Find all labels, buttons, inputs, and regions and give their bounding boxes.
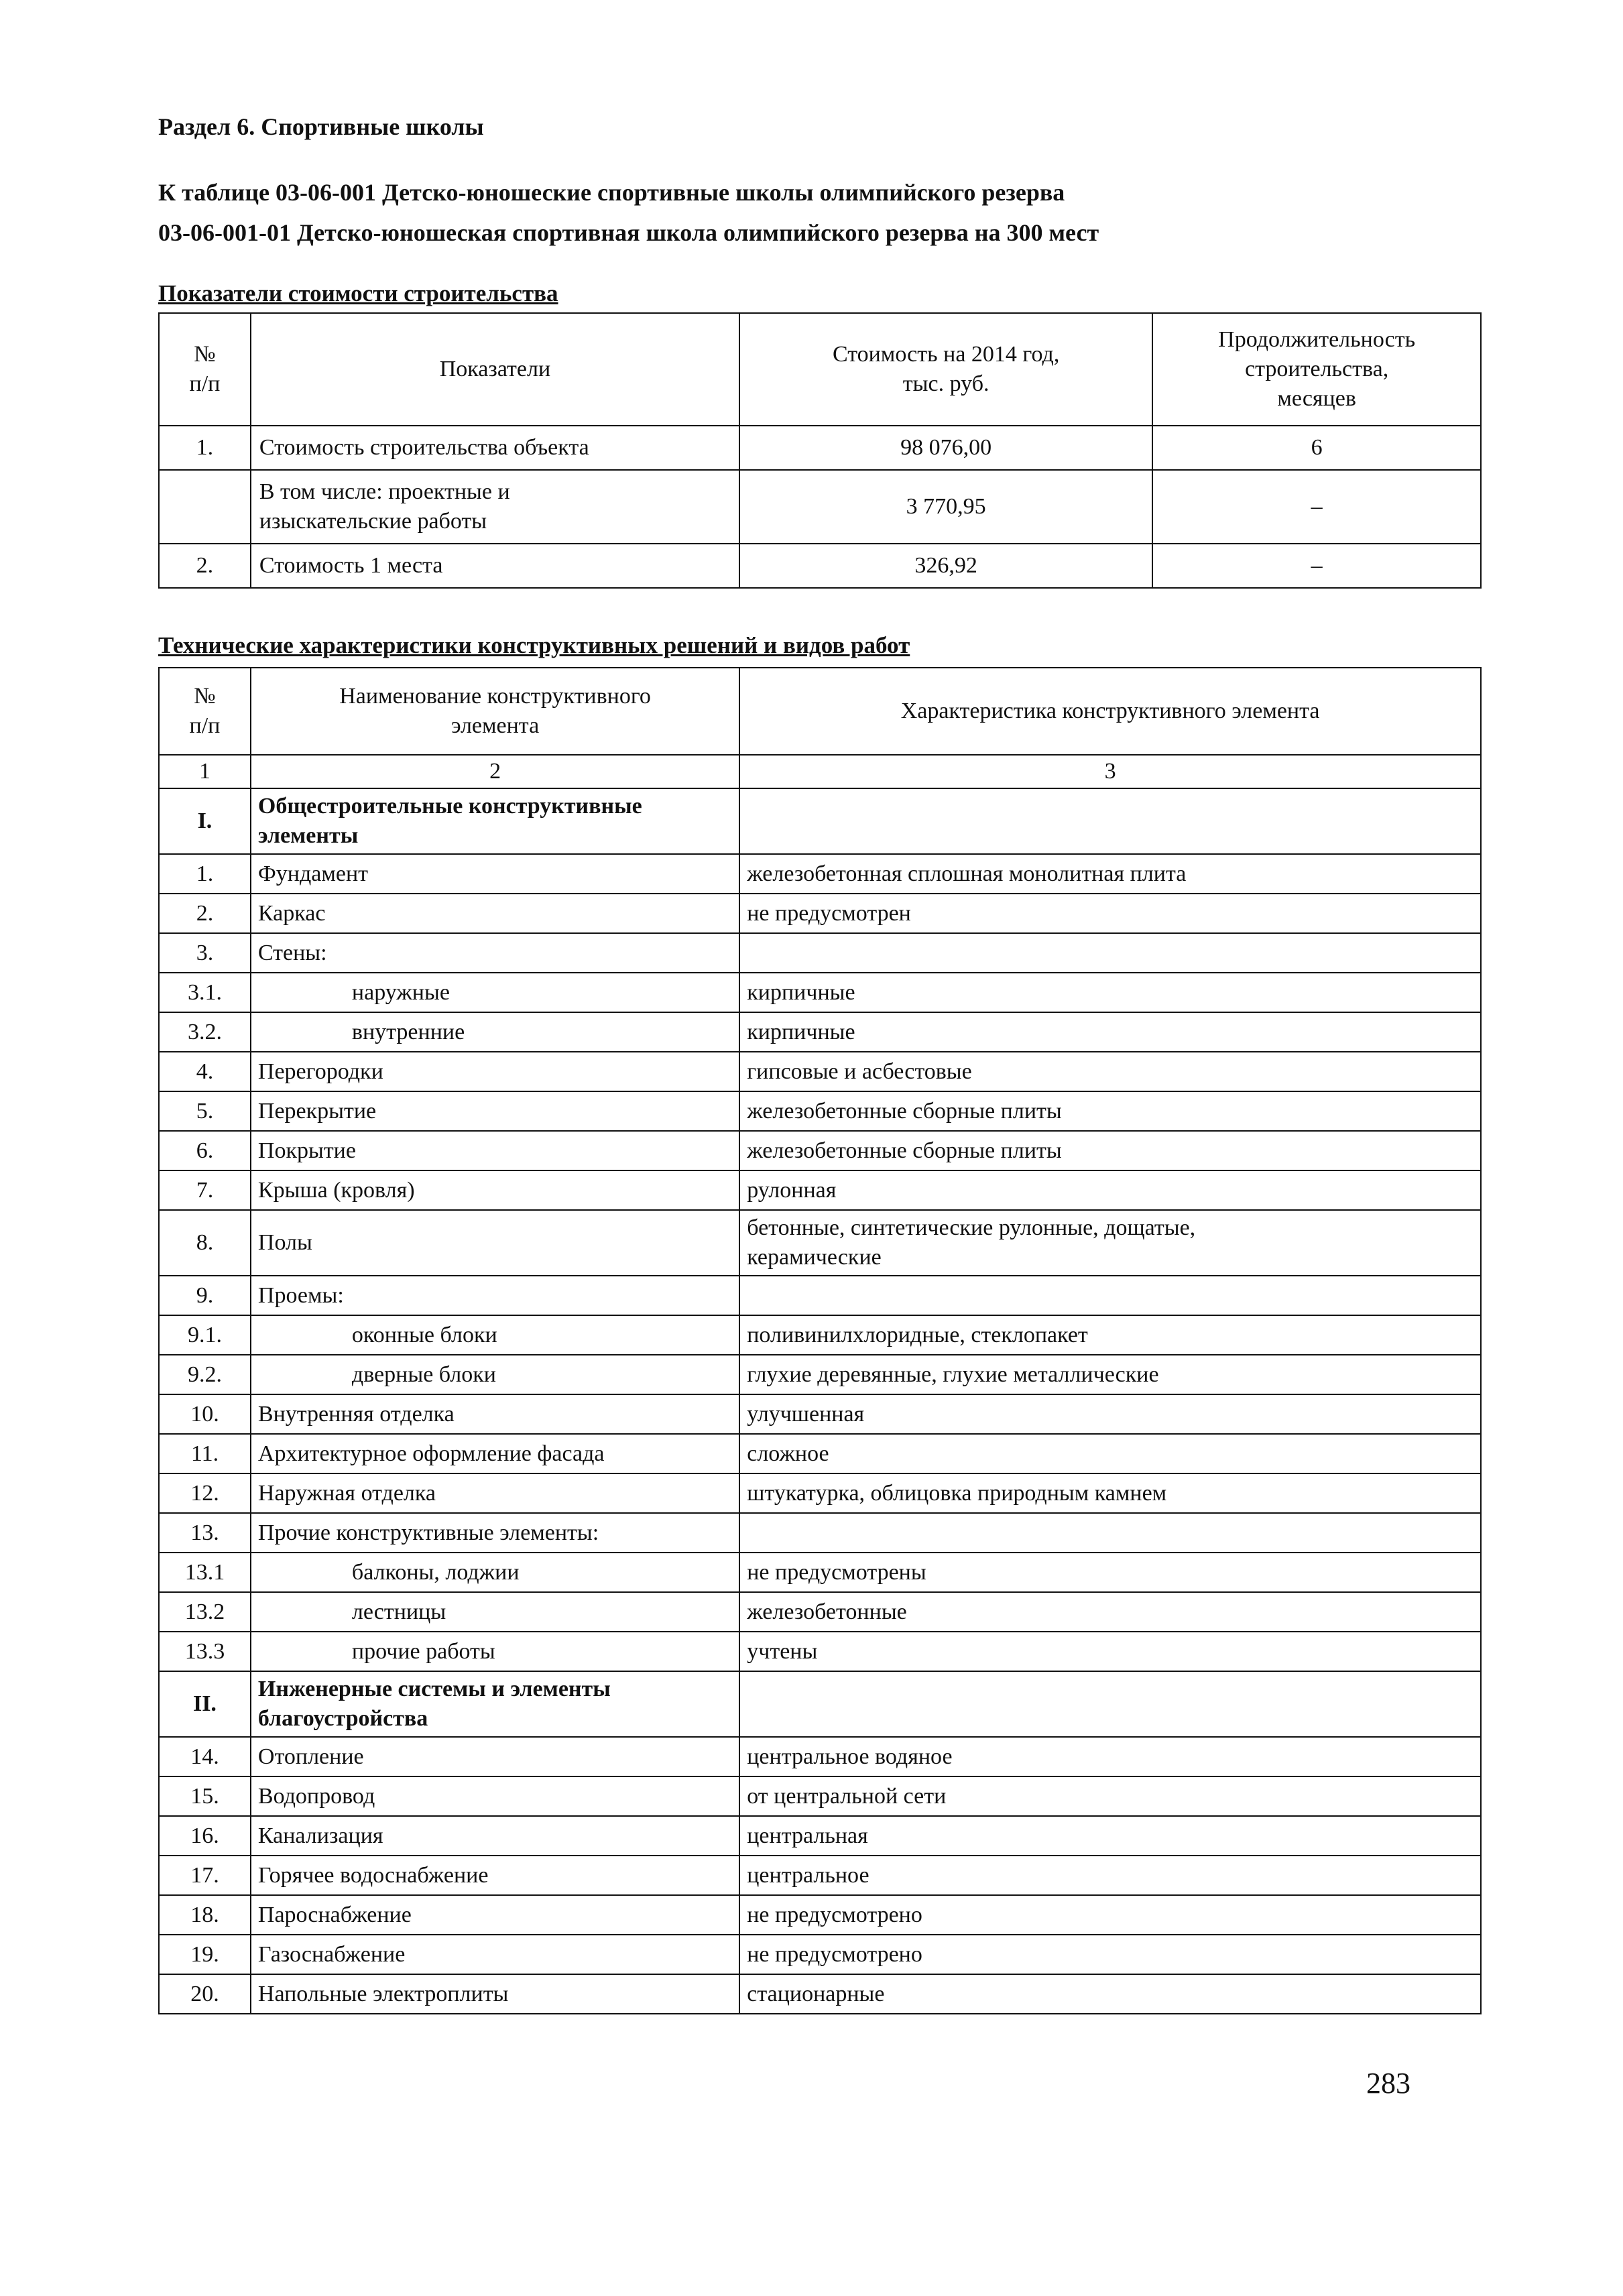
element-characteristic xyxy=(739,1315,1481,1355)
row-number: 2. xyxy=(159,544,251,588)
table-row xyxy=(159,1394,1481,1434)
table-row xyxy=(159,854,1481,894)
indicator-name xyxy=(251,426,739,470)
row-number: 17. xyxy=(159,1856,251,1895)
element-characteristic xyxy=(739,1012,1481,1052)
row-number: 3.1. xyxy=(159,973,251,1012)
table-row xyxy=(159,1553,1481,1592)
element-characteristic-line: железобетонные сборные плиты xyxy=(747,1098,1062,1124)
duration-value: – xyxy=(1152,544,1481,588)
row-number: 9.2. xyxy=(159,1355,251,1394)
tech-table-caption: Технические характеристики конструктивных решений и видов работ xyxy=(158,632,910,658)
element-name xyxy=(251,1776,739,1816)
element-name-line: Наружная отделка xyxy=(257,1480,436,1506)
table-row xyxy=(159,1895,1481,1935)
element-characteristic-line: не предусмотрено xyxy=(747,1902,922,1927)
row-number: 7. xyxy=(159,1170,251,1210)
row-number: 13.3 xyxy=(159,1632,251,1671)
element-characteristic xyxy=(739,1974,1481,2014)
element-name xyxy=(251,1895,739,1935)
table-row xyxy=(159,1210,1481,1276)
element-characteristic-line: железобетонные сборные плиты xyxy=(747,1138,1062,1163)
table-row xyxy=(159,1315,1481,1355)
header-duration-line: Продолжительность xyxy=(1218,326,1416,352)
element-characteristic-line: не предусмотрено xyxy=(747,1941,922,1967)
element-name xyxy=(251,1856,739,1895)
header-indicator: Показатели xyxy=(251,313,739,426)
row-number xyxy=(159,470,251,544)
element-characteristic xyxy=(739,1052,1481,1091)
indicator-name xyxy=(251,470,739,544)
row-number: 13. xyxy=(159,1513,251,1553)
element-characteristic xyxy=(739,1553,1481,1592)
row-number: 20. xyxy=(159,1974,251,2014)
element-characteristic-line: бетонные, синтетические рулонные, дощатые, xyxy=(747,1215,1196,1240)
element-name xyxy=(251,788,739,854)
indicator-name-line: Стоимость строительства объекта xyxy=(259,434,589,460)
table-row xyxy=(159,1592,1481,1632)
element-name-line: внутренние xyxy=(351,1019,465,1044)
element-name-line: Архитектурное оформление фасада xyxy=(257,1441,605,1466)
header-cost-line: Стоимость на 2014 год, xyxy=(832,341,1060,367)
row-number: 16. xyxy=(159,1816,251,1856)
table-row xyxy=(159,1632,1481,1671)
element-name xyxy=(251,1315,739,1355)
page-number: 283 xyxy=(1366,2067,1410,2100)
element-characteristic-line: рулонная xyxy=(747,1177,837,1203)
element-name-line: благоустройства xyxy=(257,1706,428,1732)
element-characteristic-line: железобетонная сплошная монолитная плита xyxy=(747,861,1187,886)
table-row xyxy=(159,1170,1481,1210)
table-reference: К таблице 03-06-001 Детско-юношеские спортивные школы олимпийского резерва xyxy=(158,179,1065,206)
table-row xyxy=(159,470,1481,544)
row-number: 9.1. xyxy=(159,1315,251,1355)
column-number: 1 xyxy=(159,755,251,788)
table-row xyxy=(159,1276,1481,1315)
cost-value: 98 076,00 xyxy=(739,426,1152,470)
element-name-line: наружные xyxy=(351,979,450,1005)
row-number: 8. xyxy=(159,1210,251,1276)
table-row xyxy=(159,1473,1481,1513)
element-characteristic-line: центральное водяное xyxy=(747,1744,953,1769)
table-row xyxy=(159,1012,1481,1052)
element-name-line: прочие работы xyxy=(351,1638,495,1664)
column-number: 2 xyxy=(251,755,739,788)
element-name xyxy=(251,1276,739,1315)
cost-value: 326,92 xyxy=(739,544,1152,588)
element-name-line: Прочие конструктивные элементы: xyxy=(257,1520,599,1545)
row-number: 14. xyxy=(159,1737,251,1776)
element-characteristic xyxy=(739,933,1481,973)
element-name xyxy=(251,1394,739,1434)
element-name-line: Покрытие xyxy=(257,1138,356,1163)
element-name-line: Стены: xyxy=(257,940,327,965)
element-name-line: элементы xyxy=(257,823,359,849)
duration-value: 6 xyxy=(1152,426,1481,470)
row-number: 10. xyxy=(159,1394,251,1434)
tech-table-header xyxy=(159,668,1481,755)
element-characteristic xyxy=(739,894,1481,933)
element-characteristic xyxy=(739,1434,1481,1473)
element-characteristic-line: гипсовые и асбестовые xyxy=(747,1059,972,1084)
table-row xyxy=(159,544,1481,588)
element-characteristic-line: центральная xyxy=(747,1823,868,1848)
row-number: 3. xyxy=(159,933,251,973)
element-name xyxy=(251,1434,739,1473)
header-num xyxy=(159,668,251,755)
table-row xyxy=(159,426,1481,470)
element-name-line: Водопровод xyxy=(257,1783,375,1809)
element-name-line: Канализация xyxy=(257,1823,383,1848)
table-row xyxy=(159,933,1481,973)
header-duration-line: месяцев xyxy=(1277,386,1356,412)
element-characteristic-line: стационарные xyxy=(747,1981,885,2006)
element-name-line: Газоснабжение xyxy=(257,1941,406,1967)
header-element-line: Наименование конструктивного xyxy=(339,683,651,709)
element-characteristic xyxy=(739,1737,1481,1776)
element-name xyxy=(251,1091,739,1131)
row-number: 3.2. xyxy=(159,1012,251,1052)
element-name xyxy=(251,894,739,933)
element-name xyxy=(251,854,739,894)
column-numbers-row xyxy=(159,755,1481,788)
element-characteristic xyxy=(739,1276,1481,1315)
element-name-line: Напольные электроплиты xyxy=(257,1981,509,2006)
row-number: 9. xyxy=(159,1276,251,1315)
table-row xyxy=(159,1737,1481,1776)
element-name xyxy=(251,1592,739,1632)
header-num-line: № xyxy=(194,341,216,367)
row-number: 1. xyxy=(159,426,251,470)
table-row xyxy=(159,1974,1481,2014)
element-characteristic xyxy=(739,1091,1481,1131)
element-name-line: Внутренняя отделка xyxy=(257,1401,455,1427)
element-characteristic xyxy=(739,1170,1481,1210)
element-characteristic xyxy=(739,1895,1481,1935)
table-row xyxy=(159,1776,1481,1816)
element-name xyxy=(251,1816,739,1856)
element-name xyxy=(251,1131,739,1170)
element-characteristic-line: учтены xyxy=(747,1638,818,1664)
element-characteristic xyxy=(739,1856,1481,1895)
header-element-line: элемента xyxy=(450,713,540,738)
element-characteristic-line: сложное xyxy=(747,1441,829,1466)
element-name-line: Фундамент xyxy=(257,861,369,886)
element-name-line: Каркас xyxy=(257,900,326,926)
element-name-line: Перекрытие xyxy=(257,1098,377,1124)
cost-value: 3 770,95 xyxy=(739,470,1152,544)
cost-table xyxy=(158,312,1482,589)
element-name xyxy=(251,1210,739,1276)
element-characteristic-line: поливинилхлоридные, стеклопакет xyxy=(747,1322,1088,1347)
table-row xyxy=(159,1935,1481,1974)
element-characteristic xyxy=(739,1632,1481,1671)
element-characteristic xyxy=(739,1816,1481,1856)
row-number: 5. xyxy=(159,1091,251,1131)
table-row xyxy=(159,1513,1481,1553)
element-name xyxy=(251,1513,739,1553)
table-row xyxy=(159,973,1481,1012)
element-characteristic-line: штукатурка, облицовка природным камнем xyxy=(747,1480,1167,1506)
cost-table-header xyxy=(159,313,1481,426)
element-characteristic-line: не предусмотрен xyxy=(747,900,911,926)
table-row xyxy=(159,1052,1481,1091)
element-name xyxy=(251,1935,739,1974)
header-duration-line: строительства, xyxy=(1245,356,1389,381)
row-number: 13.2 xyxy=(159,1592,251,1632)
table-row xyxy=(159,1355,1481,1394)
table-row xyxy=(159,788,1481,854)
row-number: 6. xyxy=(159,1131,251,1170)
duration-value: – xyxy=(1152,470,1481,544)
table-row xyxy=(159,1131,1481,1170)
element-name xyxy=(251,1974,739,2014)
row-number: 1. xyxy=(159,854,251,894)
row-number: 19. xyxy=(159,1935,251,1974)
indicator-name-line: Стоимость 1 места xyxy=(259,552,443,578)
element-characteristic xyxy=(739,788,1481,854)
element-characteristic xyxy=(739,854,1481,894)
element-name-line: Крыша (кровля) xyxy=(257,1177,415,1203)
element-name-line: Полы xyxy=(257,1230,312,1256)
table-row xyxy=(159,1856,1481,1895)
element-characteristic xyxy=(739,1210,1481,1276)
header-characteristic: Характеристика конструктивного элемента xyxy=(739,668,1481,755)
element-name-line: Пароснабжение xyxy=(257,1902,412,1927)
header-cost-line: тыс. руб. xyxy=(902,371,989,396)
indicator-name xyxy=(251,544,739,588)
element-characteristic xyxy=(739,1473,1481,1513)
element-name-line: дверные блоки xyxy=(351,1362,496,1387)
element-name xyxy=(251,1737,739,1776)
header-duration xyxy=(1152,313,1481,426)
element-characteristic xyxy=(739,973,1481,1012)
header-element xyxy=(251,668,739,755)
element-characteristic-line: центральное xyxy=(747,1862,869,1888)
row-number: II. xyxy=(159,1671,251,1737)
element-name-line: лестницы xyxy=(351,1599,446,1624)
element-name-line: оконные блоки xyxy=(351,1322,497,1347)
element-name-line: Перегородки xyxy=(257,1059,383,1084)
element-characteristic xyxy=(739,1131,1481,1170)
row-number: 2. xyxy=(159,894,251,933)
element-characteristic xyxy=(739,1592,1481,1632)
element-name xyxy=(251,1170,739,1210)
element-name xyxy=(251,973,739,1012)
table-row xyxy=(159,1671,1481,1737)
tech-table xyxy=(158,667,1482,2014)
indicator-name-line: изыскательские работы xyxy=(259,509,487,534)
element-name-line: Отопление xyxy=(257,1744,364,1769)
cost-table-caption: Показатели стоимости строительства xyxy=(158,280,558,306)
element-name-line: балконы, лоджии xyxy=(351,1559,520,1585)
element-characteristic-line: железобетонные xyxy=(747,1599,907,1624)
element-characteristic xyxy=(739,1776,1481,1816)
element-name xyxy=(251,1355,739,1394)
element-characteristic-line: кирпичные xyxy=(747,1019,855,1044)
header-cost xyxy=(739,313,1152,426)
element-name xyxy=(251,1012,739,1052)
table-row xyxy=(159,1816,1481,1856)
indicator-name-line: В том числе: проектные и xyxy=(259,479,510,504)
element-name xyxy=(251,1553,739,1592)
element-name-line: Инженерные системы и элементы xyxy=(257,1677,611,1701)
table-row xyxy=(159,894,1481,933)
element-name xyxy=(251,1473,739,1513)
element-characteristic-line: не предусмотрены xyxy=(747,1559,926,1585)
row-number: 18. xyxy=(159,1895,251,1935)
row-number: 15. xyxy=(159,1776,251,1816)
element-name-line: Горячее водоснабжение xyxy=(257,1862,489,1888)
header-num-line: п/п xyxy=(189,713,221,738)
element-characteristic-line: от центральной сети xyxy=(747,1783,947,1809)
header-num xyxy=(159,313,251,426)
element-name xyxy=(251,1632,739,1671)
element-characteristic xyxy=(739,1935,1481,1974)
table-row xyxy=(159,1091,1481,1131)
table-row xyxy=(159,1434,1481,1473)
element-characteristic-line: глухие деревянные, глухие металлические xyxy=(747,1362,1159,1387)
column-number: 3 xyxy=(739,755,1481,788)
header-num-line: № xyxy=(194,683,216,709)
row-number: 12. xyxy=(159,1473,251,1513)
row-number: 4. xyxy=(159,1052,251,1091)
row-number: 13.1 xyxy=(159,1553,251,1592)
element-characteristic-line: керамические xyxy=(747,1245,882,1270)
section-title: Раздел 6. Спортивные школы xyxy=(158,113,484,140)
element-characteristic xyxy=(739,1394,1481,1434)
element-characteristic xyxy=(739,1355,1481,1394)
element-name-line: Общестроительные конструктивные xyxy=(257,794,642,819)
element-characteristic-line: улучшенная xyxy=(747,1401,865,1427)
element-name xyxy=(251,1671,739,1737)
object-title: 03-06-001-01 Детско-юношеская спортивная школа олимпийского резерва на 300 мест xyxy=(158,219,1099,246)
element-characteristic-line: кирпичные xyxy=(747,979,855,1005)
row-number: I. xyxy=(159,788,251,854)
header-num-line: п/п xyxy=(189,371,221,396)
element-characteristic xyxy=(739,1671,1481,1737)
row-number: 11. xyxy=(159,1434,251,1473)
element-name-line: Проемы: xyxy=(257,1282,344,1308)
element-characteristic xyxy=(739,1513,1481,1553)
element-name xyxy=(251,1052,739,1091)
element-name xyxy=(251,933,739,973)
